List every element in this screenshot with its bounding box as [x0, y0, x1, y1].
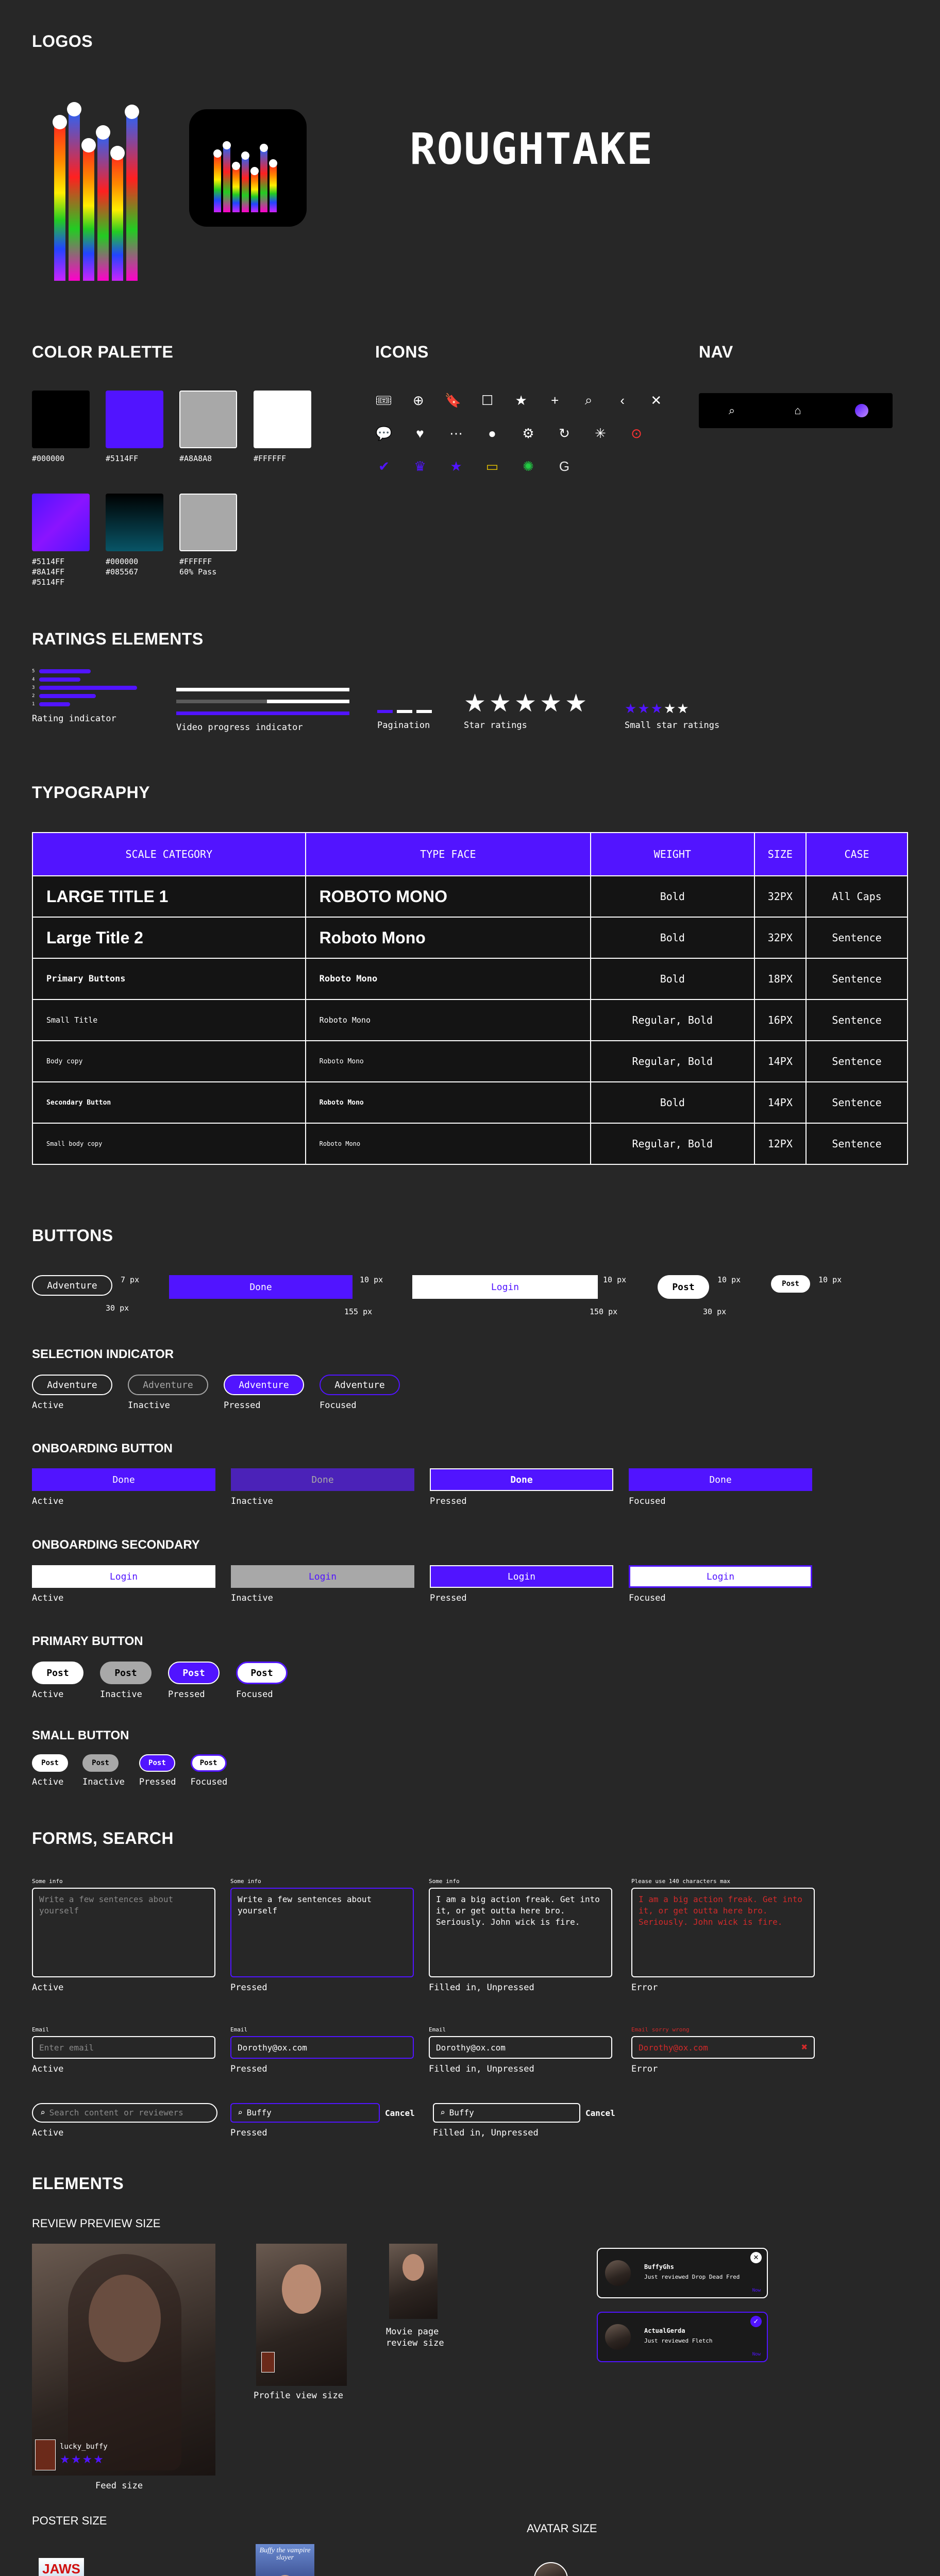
done-button-active[interactable]: Done [32, 1468, 215, 1491]
dim-label: 155 px [344, 1307, 373, 1316]
card-text: Just reviewed Fletch [644, 2337, 713, 2344]
plus-icon[interactable]: + [551, 392, 559, 408]
adventure-chip-pressed[interactable]: Adventure [224, 1375, 304, 1395]
email-error-group [631, 2026, 815, 2074]
card-username: BuffyGhs [644, 2263, 674, 2270]
more-icon[interactable]: ⋯ [449, 425, 463, 441]
bio-textarea-error[interactable]: I am a big action freak. Get into it, or get outta here bro. Seriously. John wick is fire. [631, 1888, 815, 1977]
google-icon: G [559, 458, 570, 474]
state-label: Active [32, 1593, 64, 1603]
adventure-chip-inactive[interactable]: Adventure [128, 1375, 208, 1395]
textarea-active-group [32, 1878, 215, 1993]
table-row: Primary Buttons Roboto Mono Bold 18PX Sentence [32, 958, 908, 999]
clear-icon[interactable]: ✖ [801, 2041, 808, 2053]
field-label: Email [32, 2026, 49, 2033]
nav-home-icon[interactable]: ⌂ [794, 404, 801, 417]
email-filled-group [429, 2026, 612, 2074]
notification-card[interactable] [597, 2312, 768, 2362]
table-row: Secondary Button Roboto Mono Bold 14PX Sentence [32, 1082, 908, 1123]
logo-bars [49, 93, 142, 283]
rating-row-bar [39, 686, 137, 690]
field-label: Some info [230, 1878, 261, 1885]
settings-icon[interactable]: ⚙ [522, 425, 534, 441]
refresh-icon[interactable]: ↻ [559, 425, 570, 441]
dim-label: 30 px [703, 1307, 727, 1316]
avatar-profile[interactable] [534, 2562, 568, 2576]
search-placeholder: Search content or reviewers [49, 2108, 183, 2117]
onboarding-row [32, 1468, 812, 1506]
state-label: Inactive [231, 1496, 273, 1506]
state-label: Error [631, 1982, 658, 1993]
search-value: Buffy [449, 2108, 474, 2117]
state-label: Focused [629, 1593, 666, 1603]
swatch-purple: #5114FF [106, 391, 163, 464]
dot-icon[interactable]: ● [488, 425, 496, 441]
textarea-filled-group [429, 1878, 612, 1993]
avatar [605, 2260, 631, 2286]
ticket-icon[interactable]: 🎟 [375, 392, 393, 408]
login-button-pressed[interactable]: Login [430, 1565, 613, 1588]
app-icon-logo [189, 109, 307, 227]
state-label: Focused [629, 1496, 666, 1506]
review-username: lucky_buffy [60, 2443, 108, 2451]
field-error-label: Email sorry wrong [631, 2026, 690, 2033]
nav-avatar[interactable] [855, 404, 868, 417]
star-ratings-label: Star ratings [464, 720, 527, 731]
poster-tv-season[interactable] [256, 2544, 314, 2576]
section-title-logos: LOGOS [32, 32, 93, 50]
poster-title: Buffy the vampire slayer [259, 2547, 311, 2562]
done-button-focused[interactable]: Done [629, 1468, 812, 1491]
poster-browse[interactable] [39, 2558, 84, 2576]
burst-icon: ✺ [523, 458, 534, 474]
dim-label: 10 px [818, 1275, 842, 1284]
small-star-ratings-label: Small star ratings [625, 720, 720, 731]
email-field-pressed[interactable]: Dorothy@ox.com [230, 2036, 414, 2059]
bio-textarea-pressed[interactable]: Write a few sentences about yourself [230, 1888, 414, 1977]
search-filled-group [433, 2103, 629, 2138]
nav-bar [699, 393, 893, 428]
state-label: Active [32, 1777, 64, 1787]
state-label: Pressed [430, 1593, 467, 1603]
primary-row [32, 1662, 288, 1700]
search-icon[interactable]: ⌕ [584, 392, 593, 408]
section-title-onboarding: ONBOARDING BUTTON [32, 1442, 173, 1455]
state-label: Inactive [231, 1593, 273, 1603]
search-icon: ⌕ [238, 2108, 243, 2117]
pagination-label: Pagination [377, 720, 430, 731]
dim-label: 10 px [717, 1275, 741, 1284]
card-time: Now [752, 2288, 761, 2293]
close-icon[interactable]: ✕ [750, 2252, 762, 2263]
movie-page-size-label: Movie page review size [386, 2327, 444, 2348]
state-label: Active [32, 2128, 64, 2138]
swatch-black: #000000 [32, 391, 90, 464]
post-button-inactive[interactable]: Post [100, 1662, 152, 1684]
search-input-active[interactable] [32, 2103, 217, 2123]
star-ratings [464, 690, 590, 731]
post-small-button-spec[interactable]: Post [771, 1275, 810, 1293]
nav-search-icon[interactable]: ⌕ [728, 404, 735, 417]
poster-title: JAWS [42, 2561, 80, 2576]
star-rating-stars[interactable]: ★★★★★ [464, 690, 591, 717]
adventure-chip-active[interactable]: Adventure [32, 1375, 112, 1395]
rating-row [32, 700, 150, 708]
login-button-focused[interactable]: Login [629, 1565, 812, 1588]
record-icon[interactable]: ⊙ [631, 425, 642, 441]
table-header: SCALE CATEGORY [32, 833, 306, 876]
state-label: Pressed [224, 1400, 261, 1411]
state-label: Focused [320, 1400, 357, 1411]
state-label: Pressed [168, 1689, 205, 1700]
textarea-pressed-group [230, 1878, 414, 1993]
state-label: Pressed [230, 2128, 267, 2138]
rating-row-bar [39, 669, 91, 673]
state-label: Inactive [82, 1777, 125, 1787]
post-button-active[interactable]: Post [32, 1662, 83, 1684]
rating-row-bar [39, 677, 80, 682]
notification-card[interactable] [597, 2248, 768, 2298]
add-circle-icon[interactable]: ⊕ [412, 392, 424, 408]
email-field-filled[interactable]: Dorothy@ox.com [429, 2036, 612, 2059]
state-label: Inactive [128, 1400, 170, 1411]
search-cancel-button[interactable]: Cancel [585, 2108, 615, 2118]
selection-row [32, 1375, 400, 1411]
swatch-gray: #A8A8A8 [179, 391, 237, 464]
section-title-selection: SELECTION INDICATOR [32, 1347, 174, 1361]
email-error-value: Dorothy@ox.com [639, 2043, 708, 2053]
done-button-pressed[interactable]: Done [430, 1468, 613, 1491]
rating-indicator [32, 667, 150, 724]
profile-size-label: Profile view size [254, 2391, 343, 2401]
card-username: ActualGerda [644, 2327, 685, 2334]
state-label: Pressed [230, 2064, 267, 2074]
search-input-filled[interactable] [433, 2103, 580, 2123]
rating-row [32, 675, 150, 684]
search-pressed-group [230, 2103, 426, 2138]
subsection-avatar-size: AVATAR SIZE [527, 2522, 597, 2535]
dim-label: 10 px [603, 1275, 627, 1284]
small-star-ratings [625, 701, 719, 731]
table-row: Small body copy Roboto Mono Regular, Bold 12PX Sentence [32, 1123, 908, 1164]
state-label: Focused [190, 1777, 228, 1787]
square-icon[interactable]: ☐ [481, 392, 494, 408]
post-small-active[interactable]: Post [32, 1754, 68, 1772]
post-button-pressed[interactable]: Post [168, 1662, 220, 1684]
state-label: Pressed [139, 1777, 176, 1787]
heart-icon[interactable]: ♥ [416, 425, 424, 441]
crown-icon: ♛ [414, 458, 426, 474]
login-button-inactive[interactable]: Login [231, 1565, 414, 1588]
review-stars: ★★★★ [60, 2453, 105, 2466]
rating-row-number: 2 [32, 693, 35, 699]
bio-textarea-active[interactable]: Write a few sentences about yourself [32, 1888, 215, 1977]
section-title-elements: ELEMENTS [32, 2174, 124, 2193]
table-header: TYPE FACE [306, 833, 591, 876]
bookmark-icon[interactable]: 🔖 [444, 392, 461, 408]
star-icon[interactable]: ★ [515, 392, 527, 408]
check-circle-icon: ✔ [378, 458, 390, 474]
card-time: Now [752, 2352, 761, 2357]
chevron-left-icon[interactable]: ‹ [620, 392, 625, 408]
adventure-chip-focused[interactable]: Adventure [320, 1375, 400, 1395]
table-header: WEIGHT [591, 833, 754, 876]
small-stars-filled: ★★★ [625, 701, 664, 716]
logo-wordmark: ROUGHTAKE [410, 124, 654, 174]
done-button-spec[interactable]: Done [169, 1275, 352, 1299]
onboarding-secondary-row [32, 1565, 812, 1603]
rating-row-number: 3 [32, 685, 35, 690]
bio-textarea-filled[interactable]: I am a big action freak. Get into it, or get outta here bro. Seriously. John wick is fire. [429, 1888, 612, 1977]
rating-row-number: 5 [32, 669, 35, 674]
state-label: Active [32, 1982, 64, 1993]
section-title-primary: PRIMARY BUTTON [32, 1634, 143, 1648]
rating-row [32, 667, 150, 675]
state-label: Error [631, 2064, 658, 2074]
profile-review-preview[interactable] [256, 2244, 347, 2386]
table-header: CASE [806, 833, 908, 876]
section-title-onboarding-secondary: ONBOARDING SECONDARY [32, 1538, 200, 1552]
state-label: Active [32, 1400, 64, 1411]
search-icon: ⌕ [440, 2108, 445, 2117]
avatar [605, 2324, 631, 2350]
post-button-spec[interactable]: Post [658, 1275, 709, 1299]
email-active-group [32, 2026, 215, 2074]
state-label: Pressed [230, 1982, 267, 1993]
check-icon[interactable]: ✓ [750, 2316, 762, 2327]
post-small-pressed[interactable]: Post [139, 1754, 175, 1772]
section-title-typography: TYPOGRAPHY [32, 783, 150, 802]
pagination [377, 710, 439, 731]
search-active-group [32, 2103, 217, 2138]
swatch-white-pass: #FFFFFF 60% Pass [179, 494, 237, 577]
comment-icon[interactable]: 💬 [375, 425, 393, 441]
state-label: Filled in, Unpressed [429, 1982, 534, 1993]
dim-label: 150 px [590, 1307, 618, 1316]
rating-row-bar [39, 702, 70, 706]
dim-label: 30 px [106, 1303, 129, 1313]
state-label: Active [32, 1689, 64, 1700]
star-filled-icon: ★ [450, 458, 462, 474]
state-label: Inactive [100, 1689, 142, 1700]
search-input-pressed[interactable] [230, 2103, 380, 2123]
rating-row [32, 684, 150, 692]
search-cancel-button[interactable]: Cancel [385, 2108, 415, 2118]
rating-row [32, 692, 150, 700]
dim-label: 7 px [121, 1275, 140, 1284]
field-label: Some info [32, 1878, 63, 1885]
small-row [32, 1754, 227, 1787]
subsection-review-preview: REVIEW PREVIEW SIZE [32, 2217, 161, 2230]
rating-indicator-label: Rating indicator [32, 714, 116, 724]
state-label: Active [32, 1496, 64, 1506]
search-value: Buffy [246, 2108, 272, 2117]
email-pressed-group [230, 2026, 414, 2074]
feed-size-label: Feed size [95, 2481, 143, 2491]
video-progress-indicator [176, 688, 349, 733]
small-stars-empty: ★★ [663, 701, 690, 716]
close-icon[interactable]: ✕ [650, 392, 662, 408]
login-button-active[interactable]: Login [32, 1565, 215, 1588]
poster-thumb [35, 2439, 56, 2470]
section-title-buttons: BUTTONS [32, 1226, 113, 1245]
section-title-color-palette: COLOR PALETTE [32, 343, 174, 361]
table-row: LARGE TITLE 1 ROBOTO MONO Bold 32PX All Caps [32, 876, 908, 917]
state-label: Active [32, 2064, 64, 2074]
rating-row-number: 4 [32, 677, 35, 682]
state-label: Filled in, Unpressed [433, 2128, 539, 2138]
video-progress-label: Video progress indicator [176, 722, 303, 733]
field-label: Email [230, 2026, 248, 2033]
card-text: Just reviewed Drop Dead Fred [644, 2274, 740, 2280]
post-button-focused[interactable]: Post [236, 1662, 288, 1684]
section-title-ratings: RATINGS ELEMENTS [32, 630, 204, 648]
feed-review-preview[interactable] [32, 2244, 215, 2476]
login-button-spec[interactable]: Login [412, 1275, 598, 1299]
section-title-small: SMALL BUTTON [32, 1728, 129, 1742]
state-label: Focused [236, 1689, 273, 1700]
search-icon: ⌕ [40, 2108, 45, 2117]
email-field-error[interactable] [631, 2036, 815, 2059]
rating-row-bar [39, 694, 96, 698]
typography-table [32, 832, 908, 1165]
subsection-poster-size: POSTER SIZE [32, 2514, 107, 2527]
section-title-forms: FORMS, SEARCH [32, 1829, 174, 1848]
swatch-white: #FFFFFF [254, 391, 311, 464]
email-field-active[interactable]: Enter email [32, 2036, 215, 2059]
state-label: Pressed [430, 1496, 467, 1506]
swatch-gradient-teal: #000000 #085567 [106, 494, 163, 577]
icon-grid [375, 392, 664, 475]
movie-page-review-preview[interactable] [389, 2244, 438, 2319]
field-label: Some info [429, 1878, 460, 1885]
sparkle-icon[interactable]: ✳ [595, 425, 606, 441]
post-small-focused[interactable]: Post [191, 1754, 227, 1772]
textarea-error-group [631, 1878, 815, 1993]
table-row: Large Title 2 Roboto Mono Bold 32PX Sentence [32, 917, 908, 958]
rating-row-number: 1 [32, 702, 35, 707]
section-title-icons: ICONS [375, 343, 429, 361]
field-label: Please use 140 characters max [631, 1878, 731, 1885]
field-label: Email [429, 2026, 446, 2033]
table-header: SIZE [754, 833, 806, 876]
adventure-button-spec[interactable]: Adventure [32, 1275, 112, 1296]
dim-label: 10 px [360, 1275, 383, 1284]
section-title-nav: NAV [699, 343, 733, 361]
state-label: Filled in, Unpressed [429, 2064, 534, 2074]
post-small-inactive[interactable]: Post [82, 1754, 119, 1772]
done-button-inactive[interactable]: Done [231, 1468, 414, 1491]
table-row: Body copy Roboto Mono Regular, Bold 14PX Sentence [32, 1041, 908, 1082]
ticket-gold-icon: ▭ [485, 458, 499, 474]
table-row: Small Title Roboto Mono Regular, Bold 16PX Sentence [32, 999, 908, 1041]
swatch-gradient-purple: #5114FF #8A14FF #5114FF [32, 494, 90, 587]
